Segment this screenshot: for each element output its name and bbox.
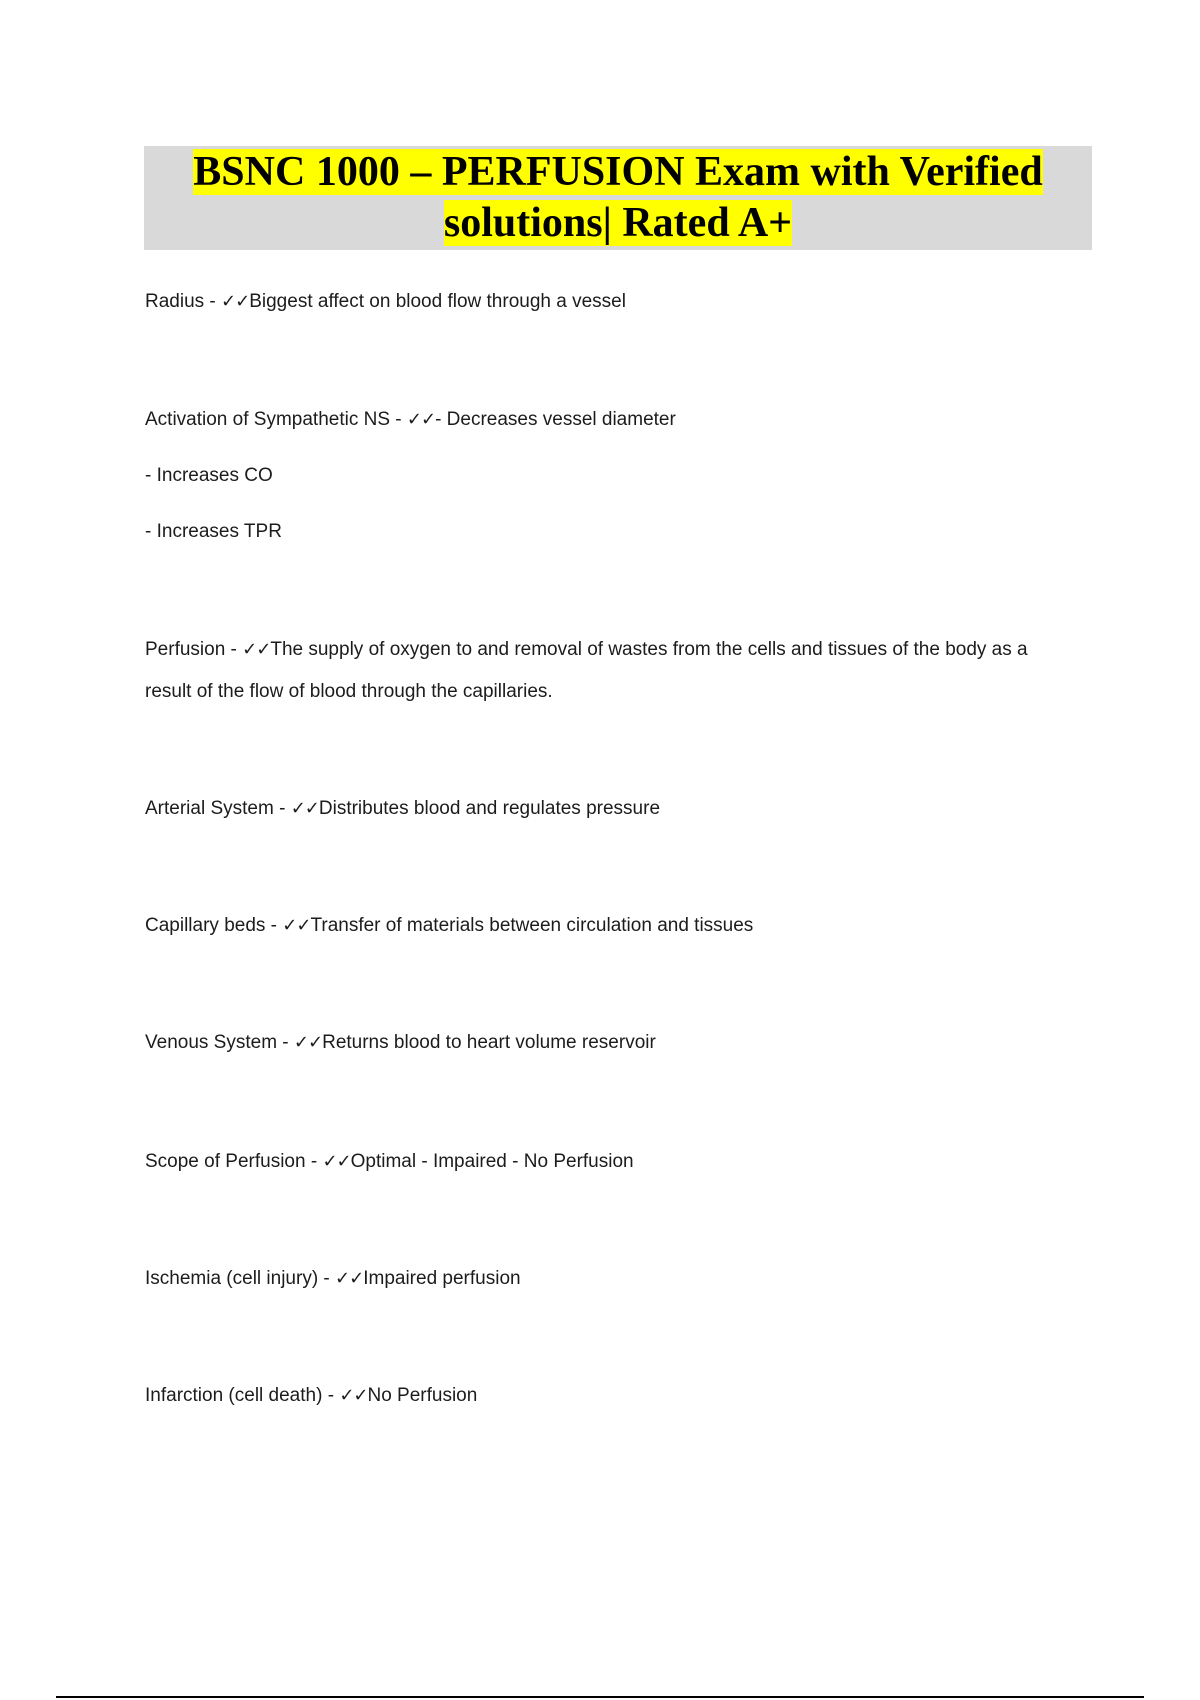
qa-entry-ischemia: Ischemia (cell injury) - ✓✓Impaired perfusion	[145, 1268, 521, 1289]
answer: Impaired perfusion	[363, 1268, 521, 1289]
answer: The supply of oxygen to and removal of wastes from the cells and tissues of the body as a	[270, 639, 1028, 660]
answer-line: - Increases TPR	[145, 521, 282, 542]
term: Perfusion	[145, 639, 226, 660]
qa-entry-perfusion: Perfusion - ✓✓The supply of oxygen to and removal of wastes from the cells and tissues of the body as a result of the flow of blood through the capillaries.	[145, 639, 1028, 702]
qa-entry-radius: Radius - ✓✓Biggest affect on blood flow through a vessel	[145, 291, 626, 312]
double-check-icon: ✓✓	[406, 409, 436, 430]
double-check-icon: ✓✓	[282, 915, 311, 936]
qa-entry-infarction: Infarction (cell death) - ✓✓No Perfusion	[145, 1385, 478, 1406]
term: Ischemia (cell injury)	[145, 1268, 319, 1289]
qa-entry-capillary-beds: Capillary beds - ✓✓Transfer of materials between circulation and tissues	[145, 915, 754, 936]
double-check-icon: ✓✓	[335, 1268, 364, 1289]
term: Arterial System	[145, 798, 274, 819]
qa-entry-scope-of-perfusion: Scope of Perfusion - ✓✓Optimal - Impaired - No Perfusion	[145, 1151, 634, 1172]
answer-line: result of the flow of blood through the capillaries.	[145, 681, 553, 702]
qa-entry-sympathetic-ns: Activation of Sympathetic NS - ✓✓- Decreases vessel diameter - Increases CO - Increases TPR	[145, 409, 676, 542]
qa-entry-arterial-system: Arterial System - ✓✓Distributes blood and regulates pressure	[145, 798, 661, 819]
double-check-icon: ✓✓	[242, 639, 271, 660]
term: Capillary beds	[145, 915, 266, 936]
double-check-icon: ✓✓	[221, 291, 250, 312]
answer: - Decreases vessel diameter	[435, 409, 676, 430]
answer: Transfer of materials between circulation and tissues	[310, 915, 754, 936]
answer: No Perfusion	[367, 1385, 478, 1406]
title-banner	[144, 146, 1092, 250]
document-title: BSNC 1000 – PERFUSION Exam with Verified solutions| Rated A+	[193, 149, 1043, 246]
double-check-icon: ✓✓	[322, 1151, 351, 1172]
term: Scope of Perfusion	[145, 1151, 306, 1172]
double-check-icon: ✓✓	[339, 1385, 368, 1406]
term: Radius	[145, 291, 205, 312]
answer: Returns blood to heart volume reservoir	[322, 1032, 656, 1053]
answer-line: - Increases CO	[145, 465, 273, 486]
footer-divider	[56, 1696, 1144, 1698]
answer: Biggest affect on blood flow through a vessel	[249, 291, 626, 312]
double-check-icon: ✓✓	[293, 1032, 323, 1053]
qa-entry-venous-system: Venous System - ✓✓Returns blood to heart volume reservoir	[145, 1032, 656, 1053]
double-check-icon: ✓✓	[290, 798, 319, 819]
term: Activation of Sympathetic NS	[145, 409, 390, 430]
answer: Optimal - Impaired - No Perfusion	[350, 1151, 634, 1172]
term: Venous System	[145, 1032, 278, 1053]
answer: Distributes blood and regulates pressure	[318, 798, 661, 819]
term: Infarction (cell death)	[145, 1385, 323, 1406]
